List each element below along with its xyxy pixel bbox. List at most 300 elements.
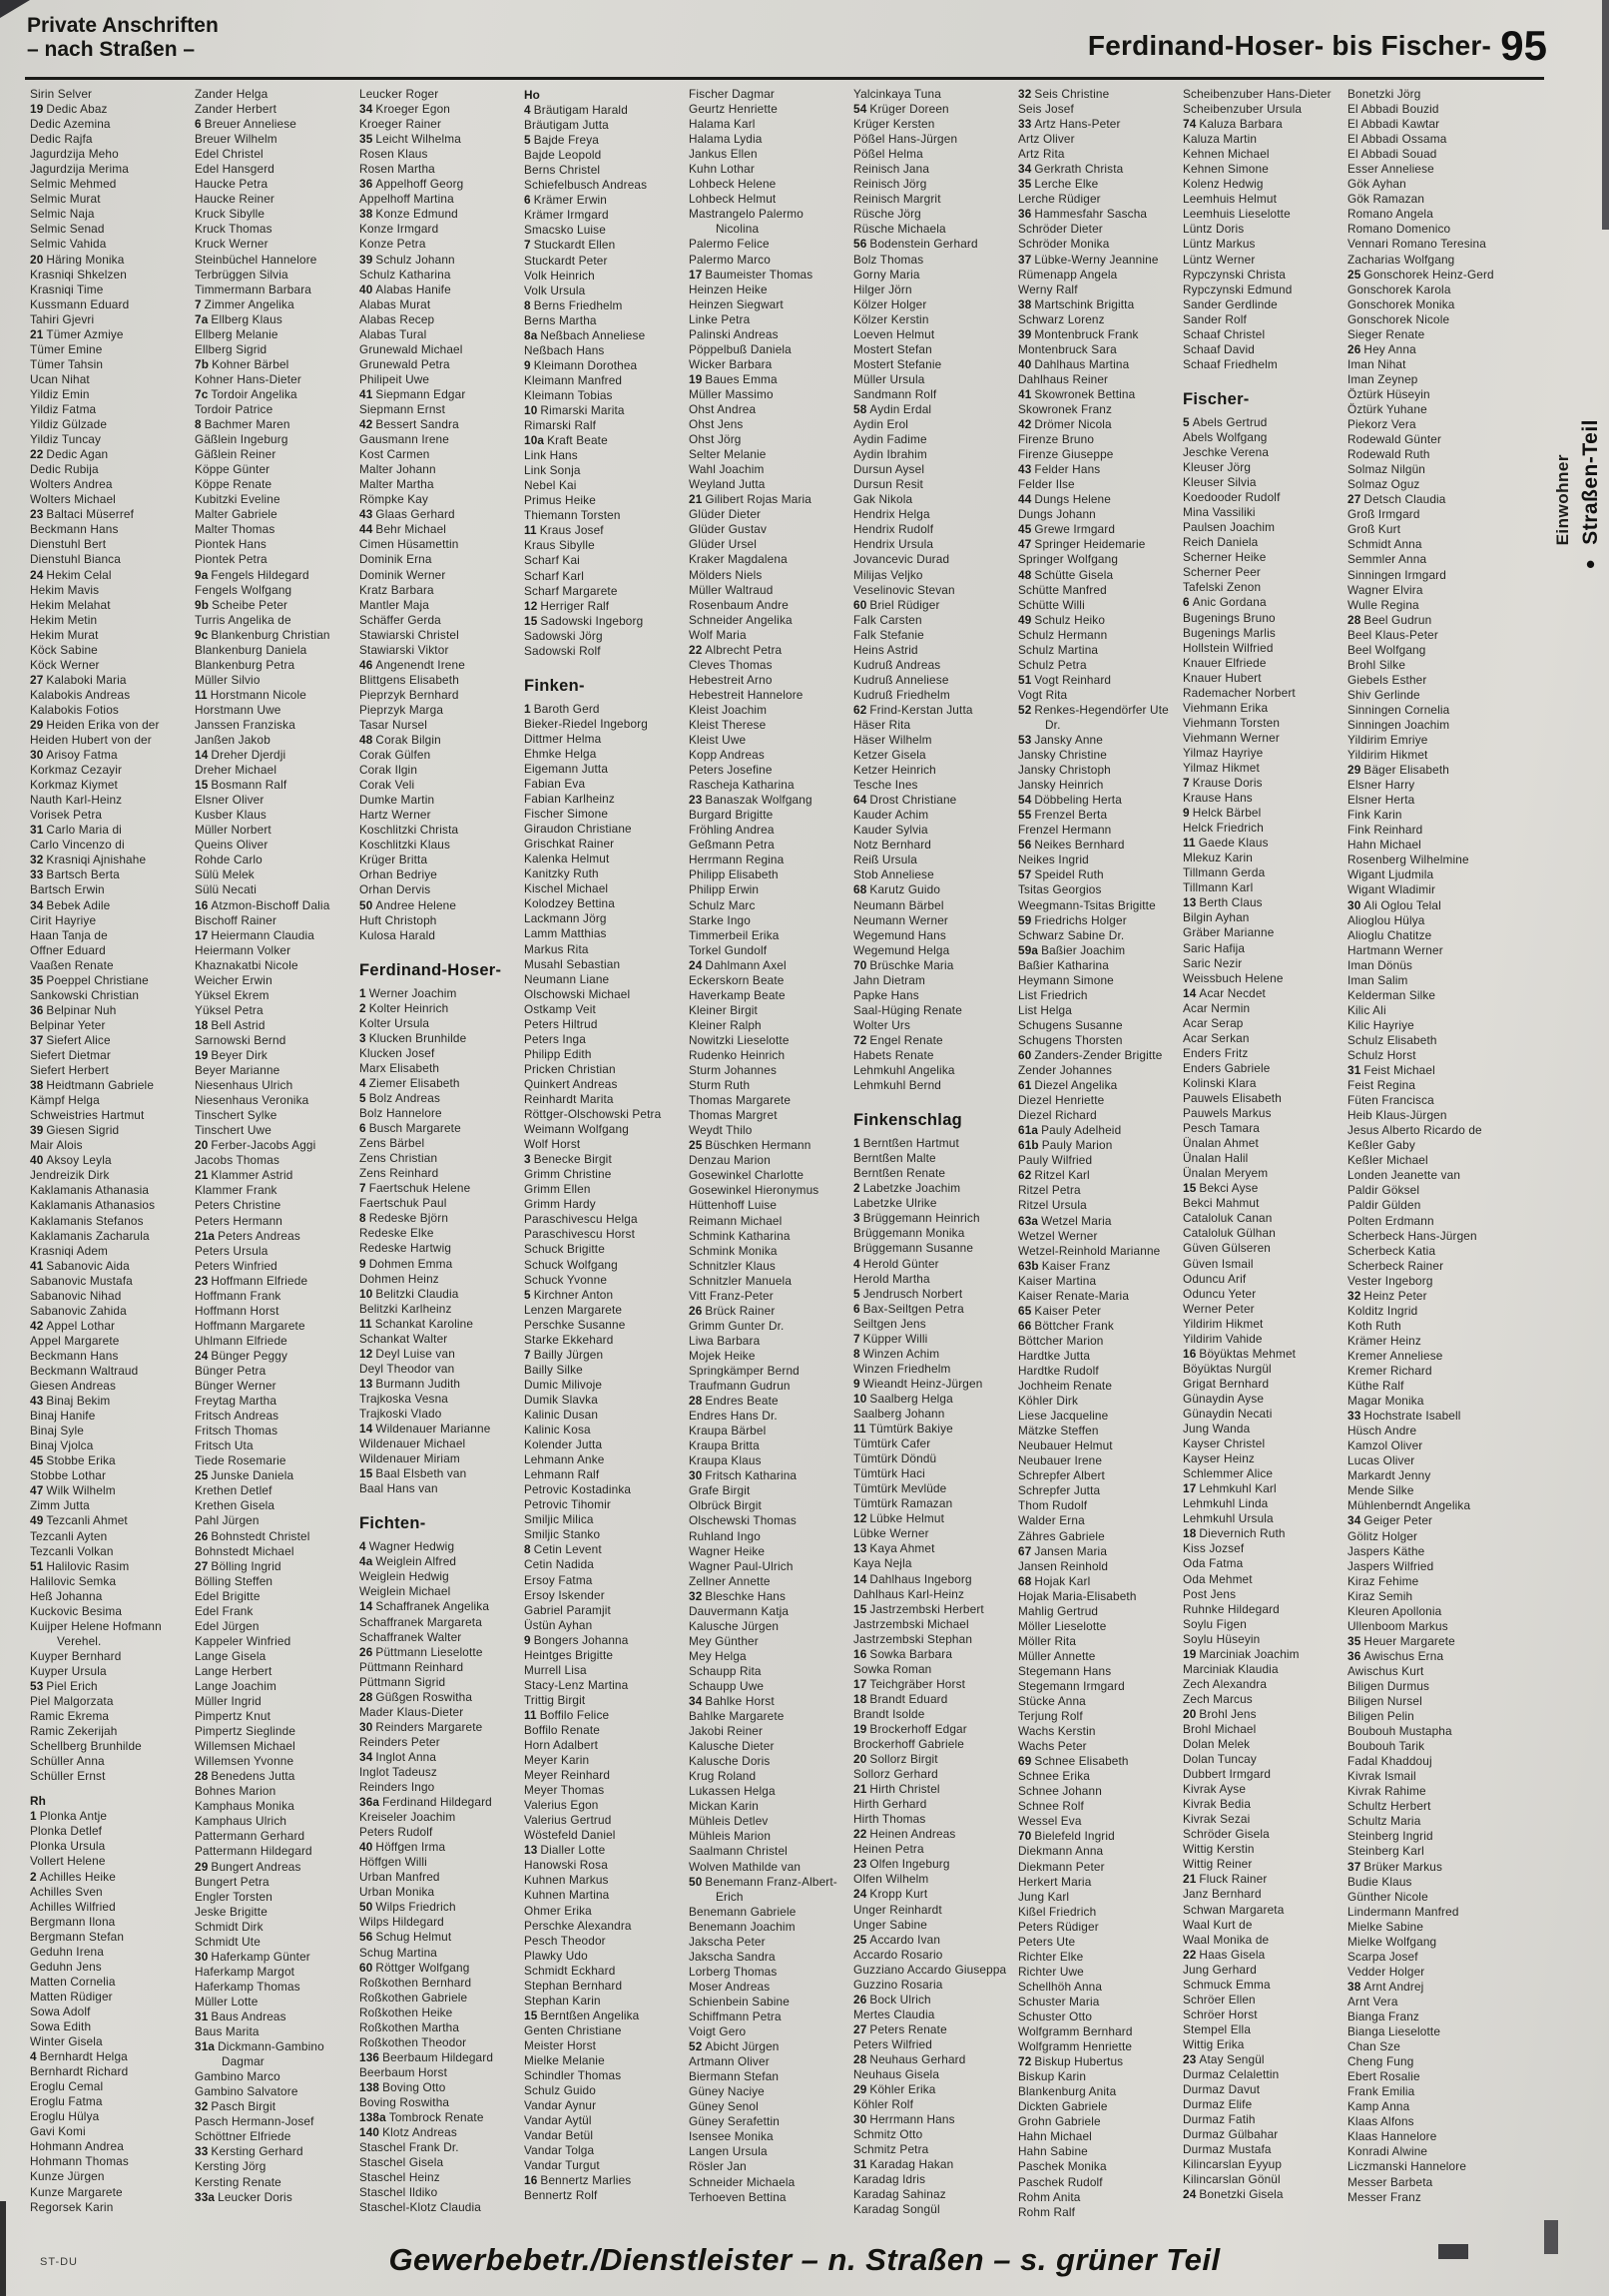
directory-entry: Piontek Petra	[195, 552, 268, 567]
directory-entry: Rypczynski Christa	[1183, 267, 1286, 282]
directory-entry: Pauwels Markus	[1183, 1106, 1272, 1121]
directory-entry: Sankowski Christian	[30, 987, 140, 1002]
directory-entry: Benemann Joachim	[689, 1919, 796, 1934]
directory-entry: Kulosa Harald	[359, 927, 436, 942]
directory-entry: Yildirim Vahide	[1183, 1331, 1263, 1346]
directory-entry: Matten Rüdiger	[30, 1989, 113, 2004]
directory-column-4	[524, 87, 681, 2225]
directory-entry: Krasniqi Adem	[30, 1243, 109, 1258]
directory-entry: Perschke Susanne	[524, 1317, 626, 1332]
directory-column-1	[30, 87, 187, 2225]
directory-entry: Kehnen Simone	[1183, 162, 1269, 177]
directory-entry: Yalcinkaya Tuna	[853, 87, 941, 101]
directory-entry: Sturm Ruth	[689, 1078, 751, 1093]
street-section-header: Ferdinand-Hoser-	[359, 960, 502, 979]
directory-entry: Perschke Alexandra	[524, 1918, 632, 1933]
directory-entry: Gausmann Irene	[359, 432, 449, 447]
house-number: 36	[30, 1002, 44, 1017]
directory-entry: Grimm Hardy	[524, 1197, 596, 1212]
directory-entry: Weydt Thilo	[689, 1123, 753, 1138]
street-subhead: Ho	[524, 88, 541, 102]
directory-entry: Rosen Martha	[359, 162, 435, 177]
directory-entry: Falk Stefanie	[853, 627, 924, 642]
directory-entry: 11 Boffilo Felice	[524, 1707, 610, 1722]
directory-column-8	[1183, 87, 1340, 2225]
directory-entry: Roßkothen Martha	[359, 2019, 460, 2034]
directory-entry: Haan Tanja de	[30, 927, 108, 942]
directory-entry: Gorny Maria	[853, 267, 920, 282]
directory-entry: Kalinic Kosa	[524, 1423, 591, 1437]
directory-entry: Köppe Renate	[195, 477, 272, 492]
directory-entry: Jovancevic Durad	[853, 552, 950, 567]
directory-entry: Püttmann Sigrid	[359, 1674, 446, 1689]
directory-entry: Schellhöh Anna	[1018, 1979, 1103, 1994]
house-number: 63a	[1018, 1213, 1039, 1228]
directory-entry: 3 Brüggemann Heinrich	[853, 1211, 980, 1226]
house-number: 32	[689, 1588, 703, 1603]
directory-entry: Mölders Niels	[689, 567, 763, 582]
directory-entry: 33 Kersting Gerhard	[195, 2144, 303, 2159]
directory-entry: Ucan Nihat	[30, 371, 90, 386]
directory-entry: Werner Peter	[1183, 1301, 1255, 1316]
directory-entry: Wessel Eva	[1018, 1814, 1082, 1829]
house-number: 34	[359, 1749, 373, 1764]
directory-entry: Müller Ingrid	[195, 1694, 262, 1709]
directory-entry: 36 Appelhoff Georg	[359, 177, 464, 192]
directory-entry: Ünalan Meryem	[1183, 1166, 1269, 1181]
directory-entry: Mey Helga	[689, 1648, 747, 1663]
house-number: 138	[359, 2079, 380, 2094]
house-number: 12	[524, 598, 538, 613]
house-number: 16	[853, 1646, 867, 1661]
directory-entry: Vogt Rita	[1018, 687, 1068, 702]
directory-entry: 68 Karutz Guido	[853, 882, 941, 897]
directory-entry: Siepmann Ernst	[359, 401, 446, 416]
directory-entry: 34 Gerkrath Christa	[1018, 162, 1124, 177]
directory-entry: Springer Wolfgang	[1018, 552, 1119, 567]
directory-entry: Ramic Ekrema	[30, 1709, 110, 1724]
house-number: 8	[853, 1346, 860, 1361]
directory-entry: 66 Böttcher Frank	[1018, 1318, 1114, 1333]
directory-entry: Cataloluk Gülhan	[1183, 1226, 1276, 1241]
directory-entry: Meyer Reinhard	[524, 1768, 611, 1783]
directory-entry: Meyer Thomas	[524, 1783, 605, 1798]
directory-entry: 24 Dahlmann Axel	[689, 957, 787, 972]
directory-entry: Traufmann Gudrun	[689, 1379, 791, 1394]
directory-entry: Kleist Therese	[689, 717, 767, 732]
directory-entry: Kleiner Birgit	[689, 1002, 758, 1017]
house-number: 20	[195, 1138, 209, 1153]
directory-entry: Pasch Hermann-Josef	[195, 2114, 314, 2129]
directory-entry: Vandar Aytül	[524, 2113, 592, 2128]
directory-entry: Kuckovic Besima	[30, 1603, 123, 1618]
directory-entry: Herrmann Regina	[689, 853, 785, 867]
street-subhead: Rh	[30, 1794, 47, 1809]
directory-entry: Eigemann Jutta	[524, 761, 609, 776]
directory-entry: Kuyper Ursula	[30, 1663, 107, 1678]
directory-entry: Hekim Metin	[30, 612, 98, 627]
house-number: 7	[195, 296, 202, 311]
house-number: 40	[1018, 356, 1032, 371]
directory-entry: Malter Johann	[359, 462, 436, 477]
header-title-line1: Private Anschriften	[27, 14, 219, 37]
directory-entry: Beyer Marianne	[195, 1063, 280, 1078]
directory-entry: Schuster Otto	[1018, 2009, 1093, 2023]
directory-entry: Wicker Barbara	[689, 356, 773, 371]
directory-entry: 8 Bachmer Maren	[195, 417, 290, 432]
sidebar-tab-strassen-teil	[1579, 419, 1603, 575]
directory-entry: Kivrak Rahime	[1347, 1784, 1426, 1799]
directory-entry: Petrovic Kostadinka	[524, 1482, 632, 1497]
directory-entry: Lucas Oliver	[1347, 1453, 1415, 1468]
directory-entry: Biligen Durmus	[1347, 1678, 1430, 1693]
directory-entry: Cirit Hayriye	[30, 912, 97, 927]
directory-entry: Boubouh Tarik	[1347, 1739, 1425, 1754]
directory-entry: Kleimann Manfred	[524, 372, 623, 387]
directory-entry: 14 Wildenauer Marianne	[359, 1422, 491, 1436]
directory-entry: Gonschorek Nicole	[1347, 311, 1450, 326]
house-number: 13	[853, 1541, 867, 1556]
directory-entry: Beel Klaus-Peter	[1347, 627, 1438, 642]
directory-entry: Schugens Susanne	[1018, 1017, 1123, 1032]
directory-entry: Schlemmer Alice	[1183, 1466, 1274, 1481]
directory-entry: Schultz Herbert	[1347, 1799, 1431, 1814]
directory-entry: Aydin Fadime	[853, 432, 927, 447]
directory-entry: 29 Bungert Andreas	[195, 1859, 301, 1874]
directory-entry: Blankenburg Anita	[1018, 2084, 1117, 2099]
house-number: 7	[1183, 776, 1190, 791]
directory-entry: Polten Erdmann	[1347, 1213, 1434, 1228]
directory-entry: Offner Eduard	[30, 942, 106, 957]
directory-entry: Scharf Karl	[524, 568, 585, 583]
directory-entry: Alioglou Hülya	[1347, 912, 1425, 927]
directory-entry: Schulz Martina	[1018, 642, 1099, 657]
directory-entry: Unger Reinhardt	[853, 1902, 942, 1917]
directory-entry: Röttger-Olschowski Petra	[524, 1107, 662, 1122]
directory-entry: 6 Anic Gordana	[1183, 595, 1267, 610]
house-number: 26	[195, 1528, 209, 1543]
directory-entry: Mey Günther	[689, 1633, 759, 1648]
directory-entry: Wetzel Werner	[1018, 1228, 1098, 1243]
directory-entry: Schröer Ellen	[1183, 1992, 1256, 2007]
directory-entry: Magar Monika	[1347, 1394, 1424, 1409]
directory-entry: Dungs Johann	[1018, 507, 1096, 522]
directory-entry: Blankenburg Petra	[195, 657, 295, 672]
directory-entry: Weimann Wolfgang	[524, 1122, 629, 1137]
directory-entry: Kehnen Michael	[1183, 147, 1270, 162]
house-number: 22	[853, 1827, 867, 1842]
house-number: 53	[30, 1678, 44, 1693]
directory-entry: Peters Rüdiger	[1018, 1919, 1099, 1934]
directory-entry: Kratz Barbara	[359, 582, 434, 597]
directory-entry: Lüntz Werner	[1183, 252, 1256, 267]
directory-entry: Elsner Herta	[1347, 793, 1415, 808]
house-number: 21	[195, 1168, 209, 1183]
directory-entry: Koschlitzki Christa	[359, 823, 459, 838]
directory-entry: Lehmkuhl Linda	[1183, 1496, 1269, 1511]
directory-entry: Jagurdzija Merima	[30, 162, 129, 177]
directory-entry: Iman Dönüs	[1347, 957, 1413, 972]
house-number: 33	[195, 2144, 209, 2159]
directory-entry: Kraker Magdalena	[689, 552, 788, 567]
directory-entry: Smiljic Milica	[524, 1512, 594, 1527]
directory-entry: Giebels Esther	[1347, 672, 1427, 687]
directory-entry: Vaaßen Renate	[30, 957, 114, 972]
house-number: 13	[1183, 895, 1197, 910]
directory-entry: Schüller Ernst	[30, 1769, 106, 1784]
directory-entry: Kämpf Helga	[30, 1093, 100, 1108]
directory-entry: Rimarski Ralf	[524, 418, 597, 433]
directory-entry: Bünger Petra	[195, 1363, 267, 1378]
house-number: 28	[689, 1394, 703, 1409]
directory-entry: 39 Montenbruck Frank	[1018, 326, 1139, 341]
directory-entry: Kalusche Dieter	[689, 1739, 775, 1754]
directory-entry: Schnee Johann	[1018, 1784, 1102, 1799]
header-street-range: Ferdinand-Hoser- bis Fischer-	[1087, 30, 1491, 61]
directory-entry: 34 Bahlke Horst	[689, 1694, 775, 1709]
directory-entry: 36 Hammesfahr Sascha	[1018, 207, 1148, 222]
directory-entry: Glüder Gustav	[689, 522, 768, 537]
directory-entry: 4a Weiglein Alfred	[359, 1554, 457, 1569]
house-number: 37	[1018, 252, 1032, 267]
house-number: 30	[689, 1468, 703, 1483]
directory-entry: Bergmann Ilona	[30, 1914, 116, 1929]
house-number: 62	[1018, 1168, 1032, 1183]
directory-entry: Mostert Stefan	[853, 341, 932, 356]
directory-entry: Scherner Heike	[1183, 550, 1267, 565]
house-number: 52	[1018, 702, 1032, 717]
directory-entry: Ohst Jörg	[689, 432, 742, 447]
scan-artifact-corner	[0, 0, 30, 18]
directory-entry: 28 Güßgen Roswitha	[359, 1689, 473, 1704]
directory-entry: Müller Massimo	[689, 386, 774, 401]
directory-entry: 16 Bennertz Marlies	[524, 2173, 632, 2188]
directory-entry: Schmink Katharina	[689, 1228, 791, 1243]
directory-entry: Wöstefeld Daniel	[524, 1828, 616, 1843]
house-number: 8	[359, 1211, 366, 1226]
directory-entry: Redeske Hartwig	[359, 1241, 452, 1256]
directory-entry: Peters Ute	[1018, 1934, 1076, 1949]
directory-entry: Schugens Thorsten	[1018, 1032, 1123, 1047]
directory-entry: 74 Kaluza Barbara	[1183, 117, 1283, 132]
house-number: 6	[853, 1301, 860, 1316]
directory-entry: 38 Konze Edmund	[359, 207, 458, 222]
directory-entry: Schuster Maria	[1018, 1994, 1100, 2009]
directory-entry: Zech Alexandra	[1183, 1676, 1268, 1691]
house-number: 1	[359, 985, 366, 1000]
directory-entry: 7 Zimmer Angelika	[195, 296, 294, 311]
directory-entry: Kolender Jutta	[524, 1437, 603, 1452]
directory-entry: Heinzen Siegwart	[689, 296, 784, 311]
directory-entry: 64 Drost Christiane	[853, 793, 957, 808]
directory-entry: Steinberg Ingrid	[1347, 1829, 1433, 1844]
directory-entry: Korkmaz Cezayir	[30, 763, 123, 778]
directory-entry: Schmuck Emma	[1183, 1977, 1271, 1992]
directory-entry: Bräutigam Jutta	[524, 118, 609, 133]
spacer	[359, 1496, 516, 1505]
house-number: 44	[1018, 492, 1032, 507]
directory-entry: Böyüktas Nurgül	[1183, 1361, 1272, 1376]
directory-entry: 6 Busch Margarete	[359, 1121, 461, 1136]
directory-entry: Voigt Gero	[689, 2024, 747, 2039]
directory-entry: 12 Deyl Luise van	[359, 1346, 455, 1361]
directory-entry: Staschel Gisela	[359, 2155, 444, 2170]
directory-entry: 41 Skowronek Bettina	[1018, 386, 1136, 401]
house-number: 15	[195, 778, 209, 793]
house-number: 60	[359, 1960, 373, 1975]
directory-entry: 5 Bolz Andreas	[359, 1091, 441, 1105]
directory-entry: 10 Saalberg Helga	[853, 1391, 953, 1406]
directory-entry: Berns Christel	[524, 163, 601, 178]
directory-entry: Stacy-Lenz Martina	[524, 1677, 629, 1692]
directory-entry: Saalberg Johann	[853, 1406, 945, 1421]
directory-entry: Bungert Petra	[195, 1874, 269, 1889]
directory-entry: 26 Püttmann Lieselotte	[359, 1644, 483, 1659]
directory-entry: Güven Gülseren	[1183, 1241, 1272, 1256]
directory-entry: Groß Kurt	[1347, 522, 1401, 537]
directory-entry: Corak Gülfen	[359, 748, 431, 763]
directory-entry: Heins Astrid	[853, 642, 918, 657]
directory-entry: Tezcanli Volkan	[30, 1543, 114, 1558]
house-number: 24	[1183, 2187, 1197, 2202]
directory-entry: Schaupp Uwe	[689, 1678, 765, 1693]
directory-entry: El Abbadi Souad	[1347, 147, 1437, 162]
directory-entry: Yildiz Gülzade	[30, 417, 108, 432]
directory-entry: 6 Breuer Anneliese	[195, 117, 296, 132]
directory-entry: Willemsen Yvonne	[195, 1754, 294, 1769]
directory-entry: 14 Schaffranek Angelika	[359, 1599, 490, 1614]
house-number: 38	[30, 1078, 44, 1093]
directory-entry: Sirin Selver	[30, 87, 93, 101]
directory-entry: Dedic Rajfa	[30, 132, 93, 147]
directory-entry: Stuckardt Peter	[524, 253, 608, 268]
house-number: 1	[853, 1136, 860, 1151]
directory-entry: Orhan Bedriye	[359, 867, 438, 882]
directory-entry: Müller Ursula	[853, 371, 925, 386]
directory-entry: 15 Sadowski Ingeborg	[524, 613, 644, 628]
directory-entry: Selmic Murat	[30, 192, 101, 207]
directory-entry: El Abbadi Kawtar	[1347, 117, 1440, 132]
directory-entry: Günaydin Ayse	[1183, 1391, 1265, 1406]
house-number: 3	[359, 1030, 366, 1045]
directory-entry: Benemann Gabriele	[689, 1904, 797, 1919]
directory-entry: Timmermann Barbara	[195, 282, 311, 296]
footer-banner: Gewerbebetr./Dienstleister – n. Straßen – s. grüner Teil	[388, 2242, 1221, 2277]
directory-column-2	[195, 87, 351, 2225]
directory-entry: Kremer Richard	[1347, 1363, 1432, 1378]
directory-entry: Falk Carsten	[853, 612, 922, 627]
directory-entry: Scherbeck Hans-Jürgen	[1347, 1228, 1477, 1243]
directory-entry: 9b Scheibe Peter	[195, 597, 288, 612]
directory-entry: Belitzki Karlheinz	[359, 1301, 452, 1316]
directory-entry: Soylu Hüseyin	[1183, 1631, 1261, 1646]
directory-entry: Hahn Sabine	[1018, 2144, 1088, 2159]
house-number: 26	[853, 1992, 867, 2007]
directory-entry: Viehmann Werner	[1183, 730, 1280, 745]
directory-entry: Hekim Murat	[30, 627, 99, 642]
directory-entry: Wolter Urs	[853, 1017, 910, 1032]
directory-entry: Rudenko Heinrich	[689, 1048, 786, 1062]
directory-entry: Lüntz Doris	[1183, 222, 1245, 237]
directory-entry: Primus Heike	[524, 493, 596, 508]
directory-entry: Wildenauer Miriam	[359, 1451, 460, 1466]
directory-entry: Grimm Ellen	[524, 1182, 591, 1197]
directory-entry: Kilincarslan Eyyup	[1183, 2157, 1283, 2172]
directory-entry: Staschel-Klotz Claudia	[359, 2200, 481, 2215]
directory-entry: Brohl Michael	[1183, 1721, 1257, 1736]
directory-entry: Ketzer Gisela	[853, 748, 926, 763]
directory-entry: Schmidt Dirk	[195, 1919, 264, 1934]
directory-entry: Richter Elke	[1018, 1949, 1084, 1964]
directory-entry: Schaffranek Walter	[359, 1629, 462, 1644]
directory-entry: Kappeler Winfried	[195, 1633, 291, 1648]
house-number: 11	[1183, 836, 1196, 851]
directory-entry: Heymann Simone	[1018, 972, 1114, 987]
house-number: 8a	[524, 327, 538, 342]
directory-entry: Rohde Carlo	[195, 853, 263, 867]
directory-entry: Hojak Maria-Elisabeth	[1018, 1588, 1137, 1603]
directory-entry: Tiede Rosemarie	[195, 1453, 286, 1468]
house-number: 9	[853, 1376, 860, 1391]
directory-entry: Volk Heinrich	[524, 268, 595, 283]
house-number: 20	[853, 1752, 867, 1767]
house-number: 6	[524, 193, 531, 208]
directory-entry: Jacobs Thomas	[195, 1153, 280, 1168]
house-number: 17	[1183, 1481, 1197, 1496]
directory-entry: Sabanovic Mustafa	[30, 1273, 133, 1288]
directory-entry: Unger Sabine	[853, 1917, 927, 1932]
directory-entry: List Friedrich	[1018, 987, 1088, 1002]
directory-entry: Elsner Oliver	[195, 793, 265, 808]
house-number: 4	[359, 1539, 366, 1554]
directory-entry: 10 Rimarski Marita	[524, 402, 625, 417]
bullet-icon: ●	[1581, 555, 1600, 575]
directory-entry: Edel Frank	[195, 1603, 254, 1618]
directory-entry: 21 Tümer Azmiye	[30, 326, 124, 341]
directory-entry: Hartmann Werner	[1347, 942, 1443, 957]
house-number: 6	[359, 1121, 366, 1136]
directory-entry: Lenzen Margarete	[524, 1302, 623, 1317]
directory-entry: Schuck Brigitte	[524, 1242, 605, 1257]
directory-entry: Kruck Sibylle	[195, 207, 266, 222]
directory-entry: Vedder Holger	[1347, 1964, 1425, 1979]
house-number: 19	[689, 371, 703, 386]
directory-entry: Rüsche Jörg	[853, 207, 921, 222]
house-number: 23	[1183, 2052, 1197, 2066]
directory-entry: Klaas Hannelore	[1347, 2129, 1437, 2144]
directory-entry: Staschel Heinz	[359, 2170, 440, 2185]
directory-entry: Tasar Nursel	[359, 717, 428, 732]
directory-entry: Mielke Melanie	[524, 2053, 605, 2067]
directory-entry: 35 Leicht Wilhelma	[359, 132, 461, 147]
directory-entry: 3 Klucken Brunhilde	[359, 1030, 467, 1045]
directory-entry: Koth Ruth	[1347, 1318, 1401, 1333]
directory-entry: Tümtürk Ramazan	[853, 1496, 953, 1511]
directory-entry: 49 Schulz Heiko	[1018, 612, 1106, 627]
directory-entry: Viehmann Erika	[1183, 700, 1269, 715]
directory-entry: Hoffmann Horst	[195, 1303, 279, 1318]
directory-entry: Queins Oliver	[195, 838, 268, 853]
directory-entry: Eroglu Cemal	[30, 2079, 104, 2094]
directory-entry: Kölzer Kerstin	[853, 311, 929, 326]
directory-entry: Wagner Elvira	[1347, 582, 1423, 597]
house-number: 9b	[195, 597, 210, 612]
house-number: 11	[195, 687, 208, 702]
directory-entry: 63b Kaiser Franz	[1018, 1258, 1111, 1273]
directory-entry: Kamphaus Monika	[195, 1799, 294, 1814]
directory-entry: 37 Siefert Alice	[30, 1032, 111, 1047]
house-number: 5	[524, 133, 531, 148]
